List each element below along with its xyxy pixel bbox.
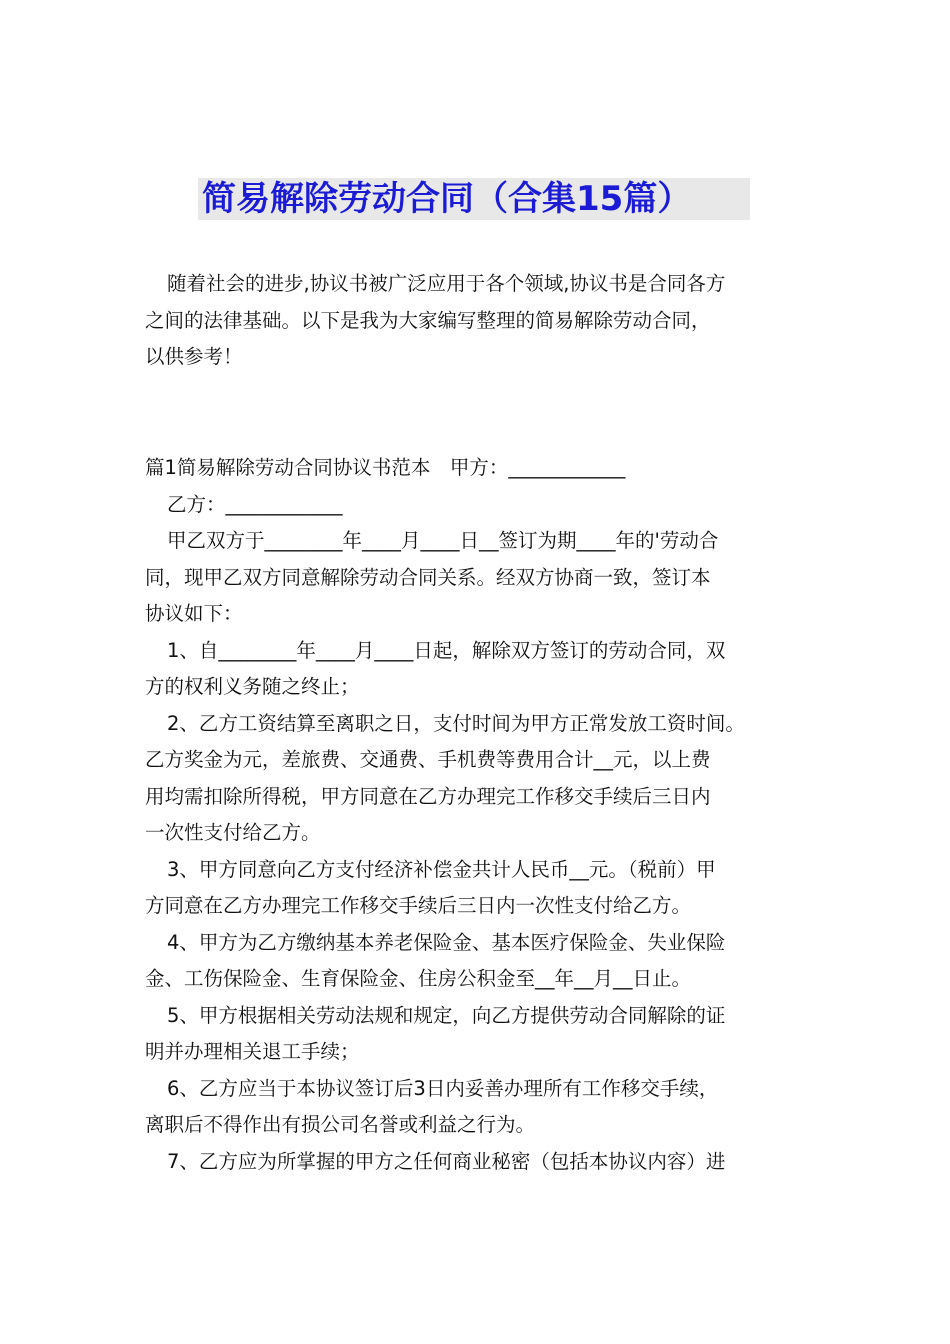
body-line: 协议如下：	[145, 602, 243, 625]
section-1	[145, 450, 815, 1180]
clause-line: 2、乙方工资结算至离职之日，支付时间为甲方正常发放工资时间。	[167, 711, 745, 735]
document-title: 简易解除劳动合同（合集15篇）	[198, 178, 750, 220]
clause-line: 用均需扣除所得税，甲方同意在乙方办理完工作移交手续后三日内	[145, 784, 711, 808]
clause-line: 一次性支付给乙方。	[145, 821, 321, 844]
clause-line: 离职后不得作出有损公司名誉或利益之行为。	[145, 1113, 536, 1136]
clause-line: 6、乙方应当于本协议签订后3日内妥善办理所有工作移交手续，	[167, 1076, 719, 1100]
clause-line: 3、甲方同意向乙方支付经济补偿金共计人民币__元。（税前）甲	[167, 857, 716, 881]
clause-line: 5、甲方根据相关劳动法规和规定，向乙方提供劳动合同解除的证	[167, 1003, 726, 1027]
clause-line: 明并办理相关退工手续；	[145, 1040, 360, 1063]
body-line: 同，现甲乙双方同意解除劳动合同关系。经双方协商一致，签订本	[145, 565, 711, 589]
clause-line: 乙方奖金为元，差旅费、交通费、手机费等费用合计__元，以上费	[145, 748, 711, 771]
section-heading: 篇1简易解除劳动合同协议书范本 甲方：____________	[145, 456, 626, 479]
intro-line: 随着社会的进步,协议书被广泛应用于各个领域,协议书是合同各方	[167, 272, 726, 295]
clause-line: 4、甲方为乙方缴纳基本养老保险金、基本医疗保险金、失业保险	[167, 930, 726, 954]
clause-line: 7、乙方应为所掌握的甲方之任何商业秘密（包括本协议内容）进	[167, 1149, 726, 1173]
body-line: 甲乙双方于________年____月____日__签订为期____年的'劳动合	[167, 529, 719, 552]
party-b-line: 乙方：____________	[167, 492, 343, 516]
clause-line: 方同意在乙方办理完工作移交手续后三日内一次性支付给乙方。	[145, 894, 692, 917]
intro-line: 以供参考！	[145, 345, 243, 368]
intro-paragraph	[145, 266, 815, 376]
intro-line: 之间的法律基础。以下是我为大家编写整理的简易解除劳动合同，	[145, 308, 711, 332]
clause-line: 金、工伤保险金、生育保险金、住房公积金至__年__月__日止。	[145, 967, 692, 990]
clause-line: 1、自________年____月____日起，解除双方签订的劳动合同，双	[167, 638, 726, 662]
clause-line: 方的权利义务随之终止；	[145, 675, 360, 698]
